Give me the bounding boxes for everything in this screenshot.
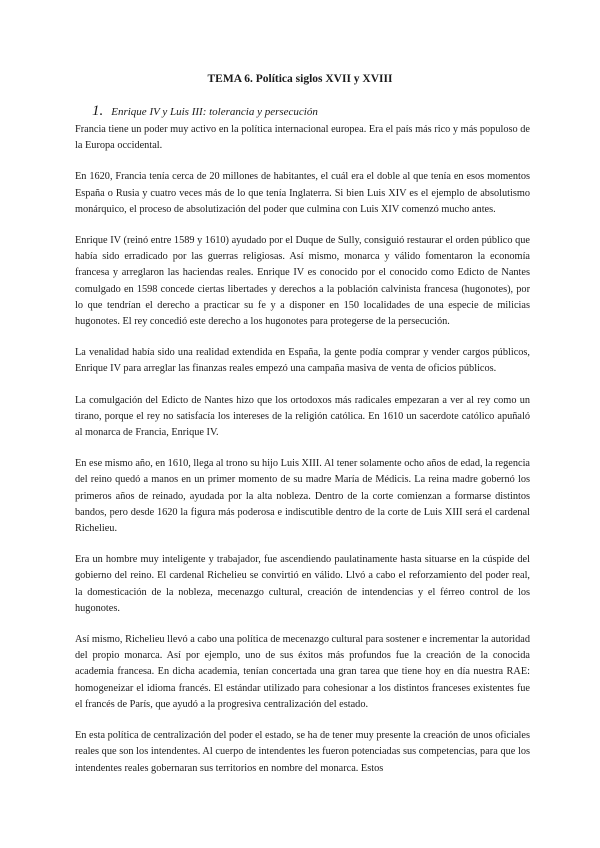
paragraph: Enrique IV (reinó entre 1589 y 1610) ayudado por el Duque de Sully, consiguió restaurar el orden público que había sido erradicado por las guerras religiosas. Así mismo, monarca y válido fomentaron la economía francesa y arreglaron las haciendas reales. Enrique IV es conocido por el conocido como Edicto de Nantes comulgado en 1598 concede ciertas libertades y derechos a la población calvinista francesa (hugonotes), por lo que tendrían el derecho a practicar su fe y a disponer en 150 localidades de una especie de milicias hugonotes. El rey concedió este derecho a los hugonotes para protegerse de la persecución. [75, 235, 530, 328]
paragraph: Así mismo, Richelieu llevó a cabo una política de mecenazgo cultural para sostener e incrementar la autoridad del propio monarca. Así por ejemplo, uno de sus éxitos más profundos fue la creación de la conocida academia francesa. En dicha academia, tenían concertada una gran tarea que tiene hoy en día nuestra RAE: homogeneizar el idioma francés. El estándar utilizado para cohesionar a los distintos franceses existentes fue el francés de París, que ayudó a la progresiva centralización del estado. [75, 634, 530, 710]
paragraph: Era un hombre muy inteligente y trabajador, fue ascendiendo paulatinamente hasta situarse en la cúspide del gobierno del reino. El cardenal Richelieu se convirtió en válido. Llvó a cabo el reforzamiento del poder real, la domesticación de la nobleza, mecenazgo cultural, creación de intendencias y el férreo control de los hugonotes. [75, 554, 530, 614]
paragraph: En esta política de centralización del poder el estado, se ha de tener muy presente la creación de unos oficiales reales que son los intendentes. Al cuerpo de intendentes les fueron potenciadas sus competencias, para que los intendentes reales gobernaran sus territorios en nombre del monarca. Estos [75, 730, 530, 774]
paragraph: En ese mismo año, en 1610, llega al trono su hijo Luis XIII. Al tener solamente ocho años de edad, la regencia del reino quedó a manos en un primer momento de su madre María de Médicis. La reina madre gobernó los primeros años de reinado, ayudada por la alta nobleza. Dentro de la corte comienzan a formarse distintos bandos, pero desde 1620 la figura más poderosa e indiscutible dentro de la corte de Luis XIII será el cardenal Richelieu. [75, 458, 530, 535]
document-body [75, 122, 530, 792]
section-number: 1. [92, 103, 104, 119]
section-heading-text: Enrique IV y Luis III: tolerancia y persecución [111, 106, 318, 118]
section-heading [92, 103, 318, 120]
paragraph: Francia tiene un poder muy activo en la política internacional europea. Era el país más rico y más populoso de la Europa occidental. [75, 124, 530, 152]
paragraph: En 1620, Francia tenía cerca de 20 millones de habitantes, el cuál era el doble al que tenía en esos momentos España o Rusia y cuatro veces más de lo que tenía Inglaterra. Si bien Luis XIV es el ejemplo de absolutismo monárquico, el proceso de absolutización del poder que culmina con Luis XIV comenzó mucho antes. [75, 171, 530, 215]
paragraph: La venalidad había sido una realidad extendida en España, la gente podía comprar y vender cargos públicos, Enrique IV para arreglar las finanzas reales empezó una campaña masiva de venta de oficios públicos. [75, 347, 530, 375]
page-title: TEMA 6. Política siglos XVII y XVIII [207, 73, 393, 85]
paragraph: La comulgación del Edicto de Nantes hizo que los ortodoxos más radicales empezaran a ver al rey como un tirano, porque el rey no satisfacía los intereses de la religión católica. En 1610 un sacerdote católico apuñaló al monarca de Francia, Enrique IV. [75, 394, 530, 439]
